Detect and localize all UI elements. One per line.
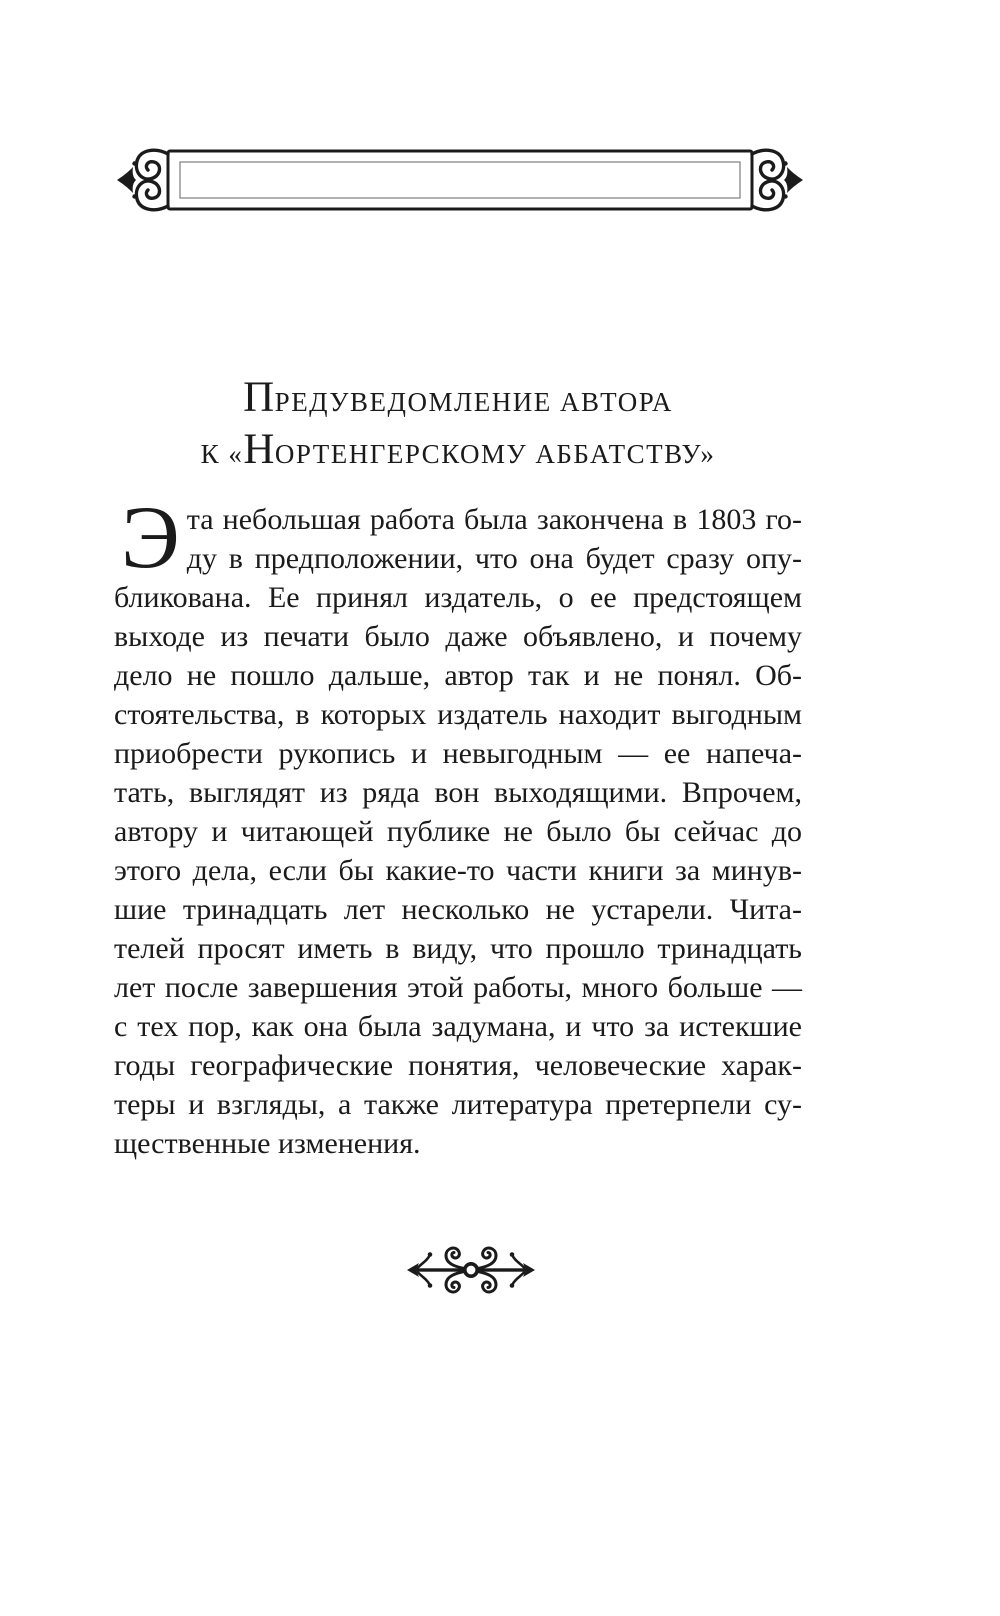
text-line: годы географические понятия, человеческие харак- (114, 1049, 802, 1082)
banner-inner-rule (180, 162, 740, 198)
text-line: приобрести рукопись и невыгодным — ее напеча- (114, 737, 802, 770)
title-initial-letter: П (243, 374, 275, 421)
fleuron-center-ring (465, 1264, 477, 1276)
text-line: щественные изменения. (114, 1127, 421, 1160)
text-line: бликована. Ее принял издатель, о ее предстоящем (114, 581, 802, 614)
fleuron-left-half (407, 1248, 471, 1292)
text-line: телей просят иметь в виду, что прошло тринадцать (114, 932, 802, 965)
right-scroll-flourish-icon (752, 150, 803, 210)
text-line: шие тринадцать лет несколько не устарели. Чита- (114, 893, 802, 926)
title-small-caps-text: ОРТЕНГЕРСКОМУ АББАТСТВУ» (274, 439, 716, 469)
text-line: лет после завершения этой работы, много больше — (114, 971, 802, 1004)
fleuron-divider-icon (405, 1242, 537, 1298)
text-line: тать, выглядят из ряда вон выходящими. Впрочем, (114, 776, 802, 809)
text-line: этого дела, если бы какие-то части книги за минув- (114, 854, 802, 887)
chapter-title (114, 376, 802, 480)
preface-paragraph (114, 489, 802, 1163)
banner-outer-rule (168, 151, 752, 209)
text-line: выходе из печати было даже объявлено, и почему (114, 620, 802, 653)
text-line: дело не пошло дальше, автор так и не понял. Об- (114, 659, 802, 692)
chapter-title-line-2 (114, 428, 802, 480)
title-small-caps-prefix: К « (200, 439, 244, 469)
header-frame-ornament-icon (110, 143, 810, 217)
text-line: с тех пор, как она была задумана, и что за истекшие (114, 1010, 802, 1043)
title-small-caps-text: РЕДУВЕДОМЛЕНИЕ АВТОРА (274, 387, 673, 417)
title-initial-letter: Н (243, 426, 275, 473)
drop-cap: Э (121, 489, 180, 587)
text-line: стоятельства, в которых издатель находит выгодным (114, 698, 802, 731)
chapter-title-line-1 (114, 376, 802, 428)
left-scroll-flourish-icon (117, 150, 168, 210)
fleuron-right-half (471, 1248, 535, 1292)
text-line: теры и взгляды, а также литература претерпели су- (114, 1088, 802, 1121)
text-line: та небольшая работа была закончена в 1803 го- (186, 503, 802, 536)
text-line: автору и читающей публике не было бы сейчас до (114, 815, 802, 848)
text-line: ду в предположении, что она будет сразу опу- (186, 542, 802, 575)
